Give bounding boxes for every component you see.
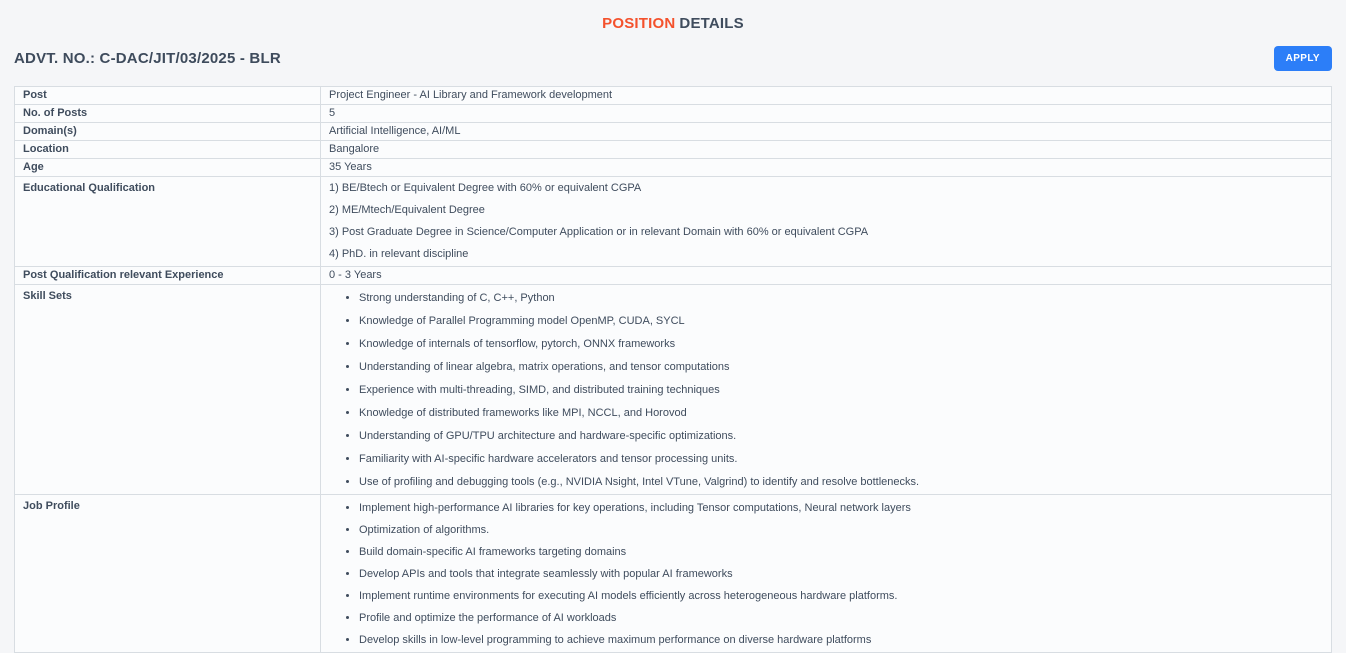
position-details-table-wrap [14, 86, 1332, 653]
page-title-rest: DETAILS [679, 15, 744, 32]
row-label: No. of Posts [15, 105, 321, 123]
list-item: • Use of profiling and debugging tools (e.g., NVIDIA Nsight, Intel VTune, Valgrind) to identify and resolve bottlenecks. [359, 477, 1323, 488]
qualification-line: 1) BE/Btech or Equivalent Degree with 60% or equivalent CGPA [329, 182, 642, 194]
list-item: • Knowledge of internals of tensorflow, pytorch, ONNX frameworks [359, 339, 1323, 350]
row-value [321, 177, 1332, 267]
row-label: Skill Sets [15, 285, 321, 495]
list-item: • Profile and optimize the performance of AI workloads [359, 613, 1323, 624]
row-value [321, 141, 1332, 159]
row-value [321, 159, 1332, 177]
row-label: Domain(s) [15, 123, 321, 141]
row-value [321, 87, 1332, 105]
position-details-table [14, 86, 1332, 653]
page-header [0, 0, 1346, 32]
row-value [321, 105, 1332, 123]
row-value-text: 5 [329, 107, 336, 119]
table-row [15, 87, 1332, 105]
list-item: • Optimization of algorithms. [359, 525, 1323, 536]
list-item: • Understanding of linear algebra, matrix operations, and tensor computations [359, 362, 1323, 373]
table-row [15, 141, 1332, 159]
list-item: • Knowledge of distributed frameworks like MPI, NCCL, and Horovod [359, 408, 1323, 419]
table-row [15, 177, 1332, 267]
row-value-text: 35 Years [329, 161, 372, 173]
page-title-highlight: POSITION [602, 15, 676, 32]
row-value-text: Artificial Intelligence, AI/ML [329, 125, 461, 137]
row-value-text: Project Engineer - AI Library and Framework development [329, 89, 613, 101]
row-label: Post Qualification relevant Experience [15, 267, 321, 285]
subheader [0, 45, 1346, 71]
table-row [15, 495, 1332, 653]
table-row [15, 123, 1332, 141]
row-value-text: 0 - 3 Years [329, 269, 382, 281]
apply-button[interactable]: APPLY [1274, 46, 1332, 71]
bullet-list [329, 293, 1323, 488]
qualification-line: 2) ME/Mtech/Equivalent Degree [329, 204, 485, 216]
list-item: • Strong understanding of C, C++, Python [359, 293, 1323, 304]
row-value [321, 285, 1332, 495]
row-value-text: Bangalore [329, 143, 380, 155]
list-item: • Develop skills in low-level programming to achieve maximum performance on diverse hardware platforms [359, 635, 1323, 646]
qualification-line: 4) PhD. in relevant discipline [329, 248, 469, 260]
bullet-list [329, 503, 1323, 646]
advt-number: ADVT. NO.: C-DAC/JIT/03/2025 - BLR [14, 49, 281, 67]
list-item: • Knowledge of Parallel Programming model OpenMP, CUDA, SYCL [359, 316, 1323, 327]
row-label: Educational Qualification [15, 177, 321, 267]
list-item: • Implement runtime environments for executing AI models efficiently across heterogeneous hardware platforms. [359, 591, 1323, 602]
row-label: Job Profile [15, 495, 321, 653]
list-item: • Implement high-performance AI libraries for key operations, including Tensor computations, Neural network layers [359, 503, 1323, 514]
row-value [321, 495, 1332, 653]
table-row [15, 285, 1332, 495]
list-item: • Develop APIs and tools that integrate seamlessly with popular AI frameworks [359, 569, 1323, 580]
row-value [321, 123, 1332, 141]
list-item: • Build domain-specific AI frameworks targeting domains [359, 547, 1323, 558]
list-item: • Understanding of GPU/TPU architecture and hardware-specific optimizations. [359, 431, 1323, 442]
row-label: Location [15, 141, 321, 159]
row-value [321, 267, 1332, 285]
row-label: Post [15, 87, 321, 105]
list-item: • Familiarity with AI-specific hardware accelerators and tensor processing units. [359, 454, 1323, 465]
table-row [15, 105, 1332, 123]
page-title [0, 15, 1346, 32]
list-item: • Experience with multi-threading, SIMD, and distributed training techniques [359, 385, 1323, 396]
table-row [15, 159, 1332, 177]
table-row [15, 267, 1332, 285]
row-label: Age [15, 159, 321, 177]
qualification-line: 3) Post Graduate Degree in Science/Computer Application or in relevant Domain with 60% or equivalent CGPA [329, 226, 869, 238]
